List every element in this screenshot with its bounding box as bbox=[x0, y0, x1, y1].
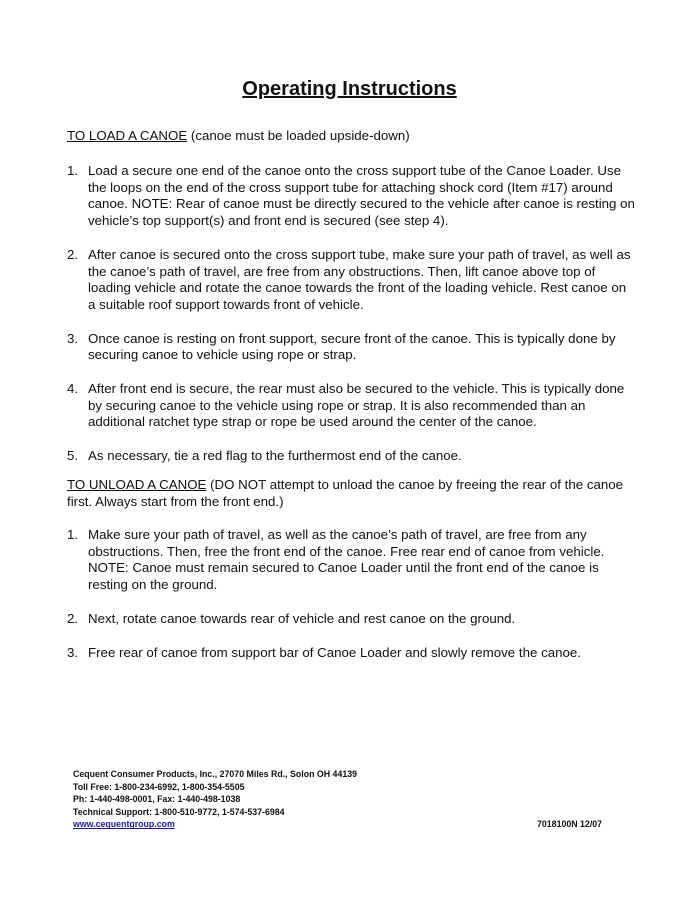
step-text: Load a secure one end of the canoe onto the cross support tube of the Canoe Loader. Use the loops on the end of the cross support tube for attaching shock cord (Item #17) around canoe. NOTE: Rear of canoe must be directly secured to the vehicle after canoe is resting on vehicle’s top support(s) and front end is secured (see step 4). bbox=[88, 163, 635, 229]
load-step bbox=[67, 448, 637, 465]
unload-step bbox=[67, 611, 637, 628]
step-number: 2. bbox=[67, 246, 79, 262]
step-number: 1. bbox=[67, 163, 79, 178]
page-title: Operating Instructions bbox=[242, 78, 457, 100]
load-steps-list bbox=[67, 163, 637, 465]
load-step bbox=[67, 247, 637, 314]
step-number: 4. bbox=[67, 381, 79, 397]
unload-steps-list bbox=[67, 527, 637, 661]
footer-toll-free: Toll Free: 1-800-234-6992, 1-800-354-5505 bbox=[73, 781, 245, 792]
unload-step bbox=[67, 645, 637, 662]
step-text: As necessary, tie a red flag to the furthermost end of the canoe. bbox=[88, 448, 462, 464]
website-link[interactable]: www.cequentgroup.com bbox=[73, 819, 175, 830]
step-number: 1. bbox=[67, 527, 79, 542]
step-number: 3. bbox=[67, 330, 79, 346]
step-text: Next, rotate canoe towards rear of vehicle and rest canoe on the ground. bbox=[88, 610, 516, 626]
step-number: 2. bbox=[67, 610, 79, 626]
footer-phone-fax: Ph: 1-440-498-0001, Fax: 1-440-498-1038 bbox=[73, 794, 241, 805]
step-text: Make sure your path of travel, as well as the canoe’s path of travel, are free from any obstructions. Then, free the front end of the canoe. Free rear end of canoe from vehicle. NOTE: Canoe must remain secured to Canoe Loader until the front end of the canoe is resting on the ground. bbox=[88, 527, 605, 593]
step-text: After front end is secure, the rear must also be secured to the vehicle. This is typically done by securing canoe to the vehicle using rope or strap. It is also recommended than an additional ratchet type strap or rope be used around the center of the canoe. bbox=[88, 381, 625, 430]
document-code: 7018100N 12/07 bbox=[537, 819, 603, 829]
step-number: 5. bbox=[67, 448, 79, 464]
load-heading-note: (canoe must be loaded upside-down) bbox=[187, 128, 410, 143]
step-number: 3. bbox=[67, 644, 79, 660]
unload-heading-label: TO UNLOAD A CANOE bbox=[67, 477, 207, 492]
load-step bbox=[67, 381, 637, 431]
step-text: Free rear of canoe from support bar of Canoe Loader and slowly remove the canoe. bbox=[88, 644, 581, 660]
unload-heading-note: (DO NOT attempt to unload the canoe by freeing the rear of the canoe first. Always start from the front end.) bbox=[67, 477, 624, 509]
unload-step bbox=[67, 527, 637, 594]
load-step bbox=[67, 331, 637, 364]
unload-section-heading bbox=[67, 476, 637, 510]
step-text: Once canoe is resting on front support, secure front of the canoe. This is typically done by securing canoe to vehicle using rope or strap. bbox=[88, 330, 616, 363]
footer-company: Cequent Consumer Products, Inc., 27070 Miles Rd., Solon OH 44139 bbox=[73, 769, 358, 779]
footer-tech-support: Technical Support: 1-800-510-9772, 1-574-537-6984 bbox=[73, 806, 285, 817]
step-text: After canoe is secured onto the cross support tube, make sure your path of travel, as well as the canoe’s path of travel, are free from any obstructions. Then, lift canoe above top of loading vehicle and rotate the canoe towards the front of the loading vehicle. Rest canoe on a suitable roof support towards front of vehicle. bbox=[88, 246, 631, 312]
load-heading-label: TO LOAD A CANOE bbox=[67, 128, 188, 143]
load-step bbox=[67, 163, 637, 230]
load-section-heading bbox=[67, 127, 627, 144]
